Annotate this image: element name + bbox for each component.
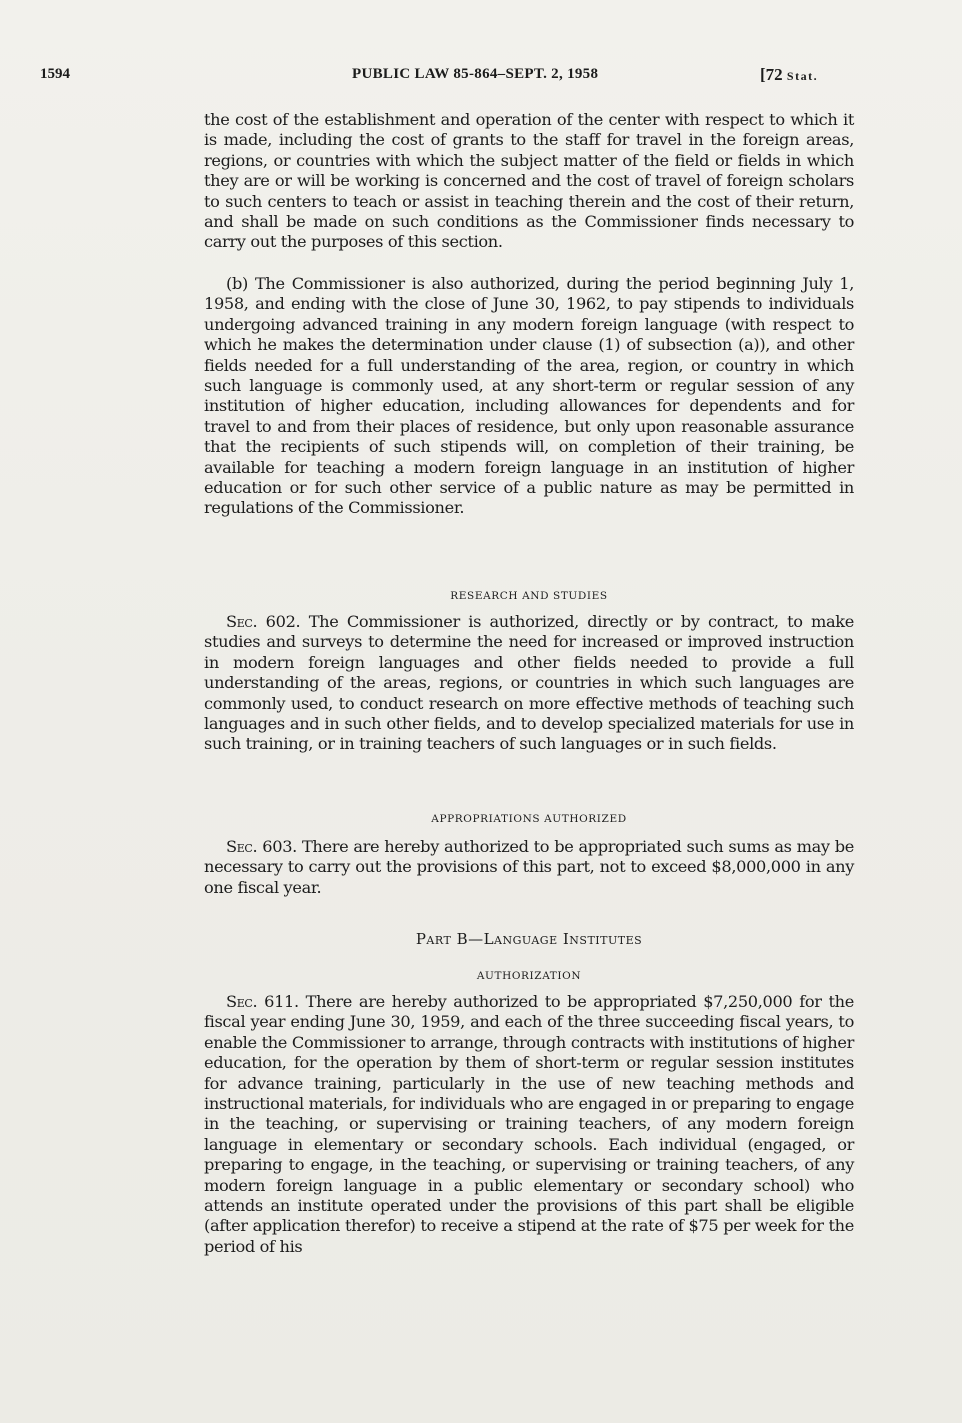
paragraph-sec-602: [204, 612, 854, 755]
paragraph-subsection-b: (b) The Commissioner is also authorized, during the period beginning July 1, 1958, and ending with the close of June 30, 1962, to pay stipends to individuals undergoing advanced training in any modern foreign language (with respect to which he makes the determination under clause (1) of subsection (a)), and other fields needed for a full understanding of the area, region, or country in which such language is commonly used, at any short-term or regular session of any institution of higher education, including allowances for dependents and for travel to and from their places of residence, but only upon reasonable assurance that the recipients of such stipends will, on completion of their training, be available for teaching a modern foreign language in an institution of higher education or for such other service of a public nature as may be permitted in regulations of the Commissioner.: [204, 274, 854, 518]
sec-602-text: The Commissioner is authorized, directly or by contract, to make studies and surveys to determine the need for increased or improved instruction in modern foreign languages and other fields needed to provide a full understanding of the areas, regions, or countries in which such languages are commonly used, to conduct research on more effective methods of teaching such languages and in such other fields, and to develop specialized materials for use in such training, or in training teachers of such languages or in such fields.: [204, 612, 854, 754]
sec-603-label: Sec. 603.: [226, 837, 297, 856]
part-b-heading: Part B—Language Institutes: [415, 930, 643, 948]
sec-602-label: Sec. 602.: [226, 612, 301, 631]
subsection-b: [204, 274, 854, 519]
page-number: 1594: [40, 66, 70, 82]
heading-authorization: AUTHORIZATION: [476, 970, 582, 982]
continuation-paragraph: [204, 110, 854, 253]
paragraph-sec-611: [204, 992, 854, 1257]
volume-label: Stat.: [786, 69, 819, 83]
section-602: [204, 612, 854, 755]
heading-appropriations: APPROPRIATIONS AUTHORIZED: [431, 813, 627, 825]
volume-bracket: [: [760, 65, 766, 84]
volume-number: 72: [765, 65, 787, 84]
volume-reference: [760, 65, 818, 85]
paragraph-continued: the cost of the establishment and operation of the center with respect to which it is made, including the cost of grants to the staff for travel in the foreign areas, regions, or countries with which the subject matter of the field or fields in which they are or will be working is concerned and the cost of travel of foreign scholars to such centers to teach or assist in teaching therein and the cost of their return, and shall be made on such conditions as the Commissioner finds necessary to carry out the purposes of this section.: [204, 110, 854, 252]
sec-603-text: There are hereby authorized to be appropriated such sums as may be necessary to carry out the provisions of this part, not to exceed $8,000,000 in any one fiscal year.: [204, 837, 854, 897]
heading-research-studies: RESEARCH AND STUDIES: [450, 590, 608, 602]
running-head: PUBLIC LAW 85-864–SEPT. 2, 1958: [352, 66, 599, 82]
section-603: [204, 837, 854, 898]
section-611: [204, 992, 854, 1257]
sec-611-text: There are hereby authorized to be appropriated $7,250,000 for the fiscal year ending June 30, 1959, and each of the three succeeding fiscal years, to enable the Commissioner to arrange, through contracts with institutions of higher education, for the operation by them of short-term or regular session institutes for advance training, particularly in the use of new teaching methods and instructional materials, for individuals who are engaged in or preparing to engage in the teaching, or supervising or training teachers, of any modern foreign language in elementary or secondary schools. Each individual (engaged, or preparing to engage, in the teaching, or supervising or training teachers, of any modern foreign language in a public elementary or secondary school) who attends an institute operated under the provisions of this part shall be eligible (after application therefor) to receive a stipend at the rate of $75 per week for the period of his: [204, 992, 854, 1256]
paragraph-sec-603: [204, 837, 854, 898]
page-header: [0, 66, 962, 90]
sec-611-label: Sec. 611.: [226, 992, 299, 1011]
